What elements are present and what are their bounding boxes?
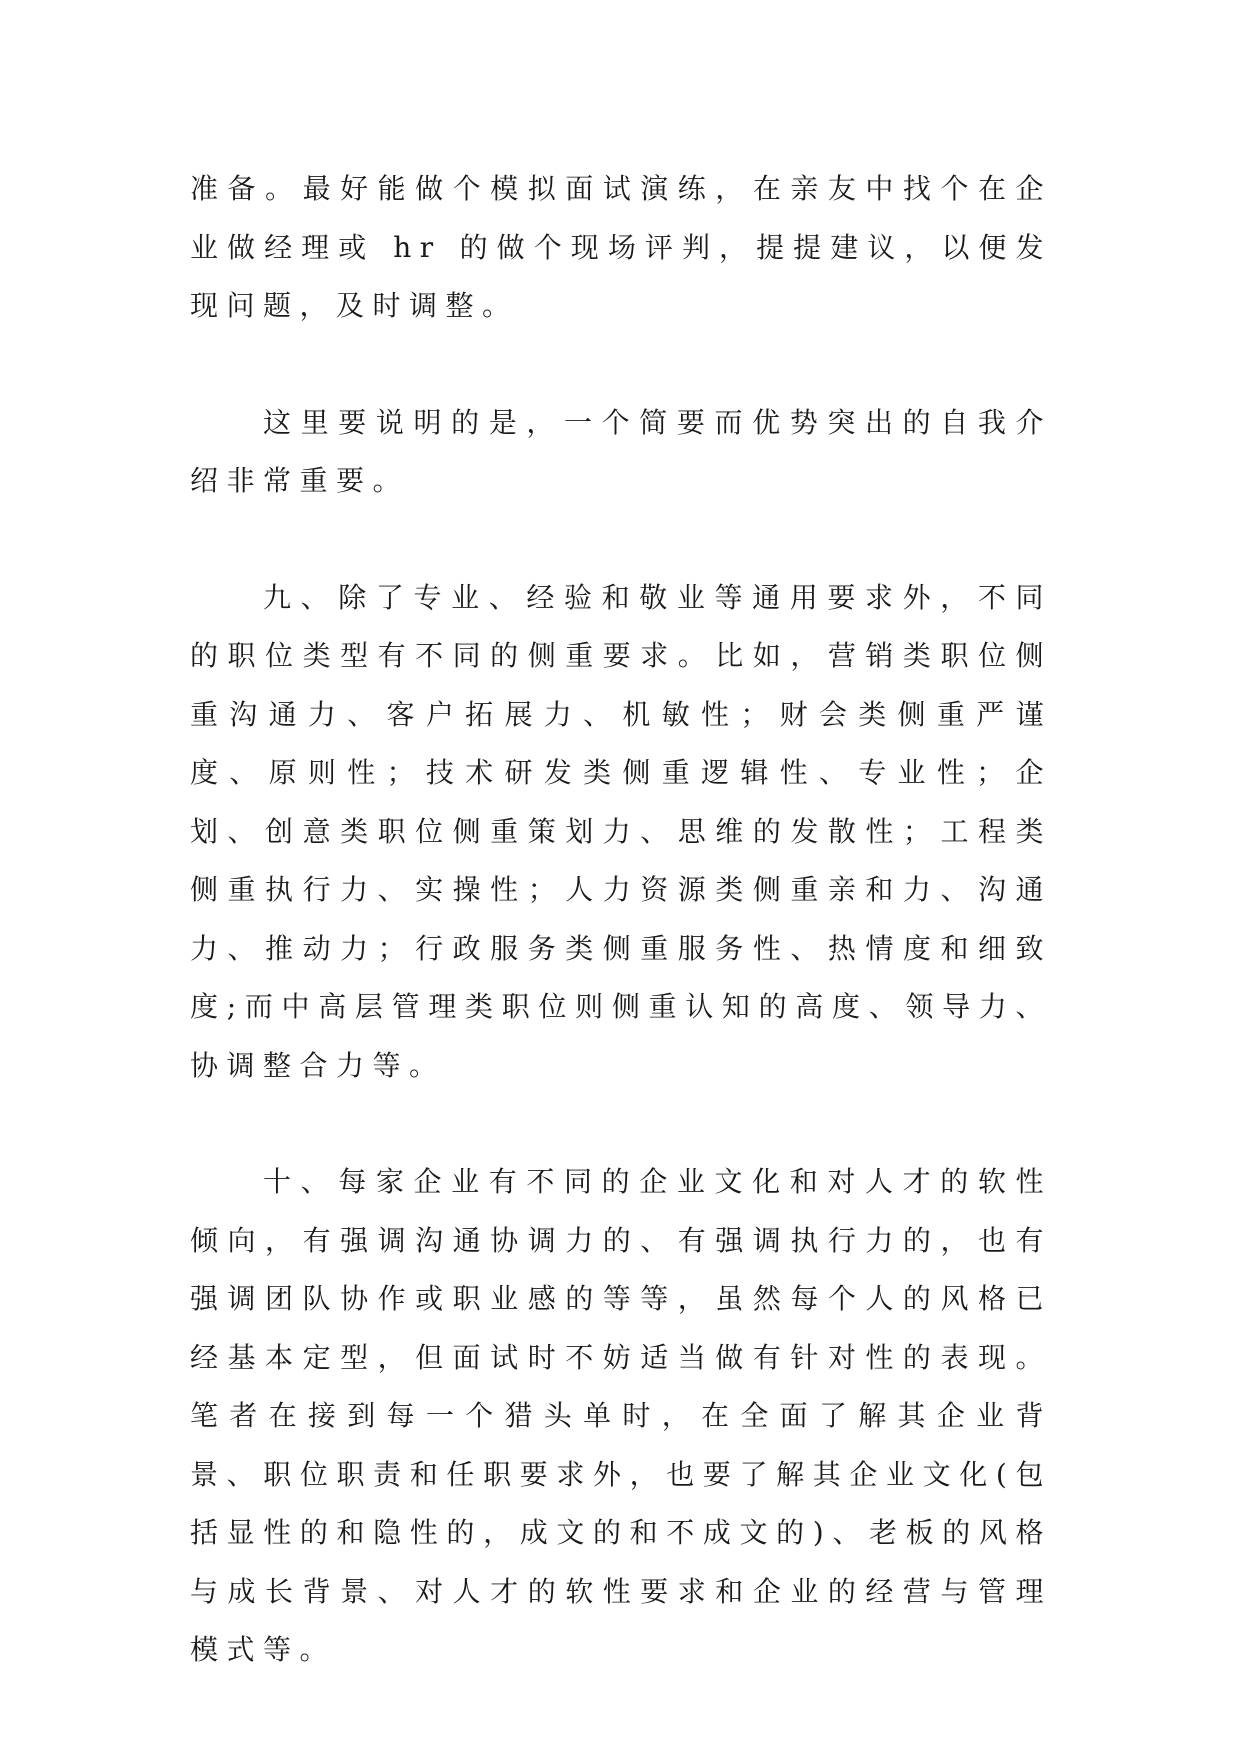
paragraph-self-intro-note: 这里要说明的是，一个简要而优势突出的自我介绍非常重要。 — [190, 405, 1052, 497]
paragraph-point-ten: 十、每家企业有不同的企业文化和对人才的软性倾向，有强调沟通协调力的、有强调执行力的，也有强调团队协作或职业感的等等，虽然每个人的风格已经基本定型，但面试时不妨适当做有针对性的表现。笔者在接到每一个猎头单时，在全面了解其企业背景、职位职责和任职要求外，也要了解其企业文化(包括显性的和隐性的，成文的和不成文的)、老板的风格与成长背景、对人才的软性要求和企业的经营与管理模式等。 — [190, 1165, 1052, 1666]
document-body — [190, 160, 1052, 1680]
paragraph-point-nine: 九、除了专业、经验和敬业等通用要求外，不同的职位类型有不同的侧重要求。比如，营销类职位侧重沟通力、客户拓展力、机敏性；财会类侧重严谨度、原则性；技术研发类侧重逻辑性、专业性；企划、创意类职位侧重策划力、思维的发散性；工程类侧重执行力、实操性；人力资源类侧重亲和力、沟通力、推动力；行政服务类侧重服务性、热情度和细致度;而中高层管理类职位则侧重认知的高度、领导力、协调整合力等。 — [190, 580, 1052, 1082]
paragraph-gap — [190, 336, 1052, 394]
paragraph-prep-advice: 准备。最好能做个模拟面试演练，在亲友中找个在企业做经理或 hr 的做个现场评判，提提建议，以便发现问题，及时调整。 — [190, 172, 1052, 322]
paragraph-gap — [190, 1095, 1052, 1153]
paragraph-gap — [190, 511, 1052, 569]
